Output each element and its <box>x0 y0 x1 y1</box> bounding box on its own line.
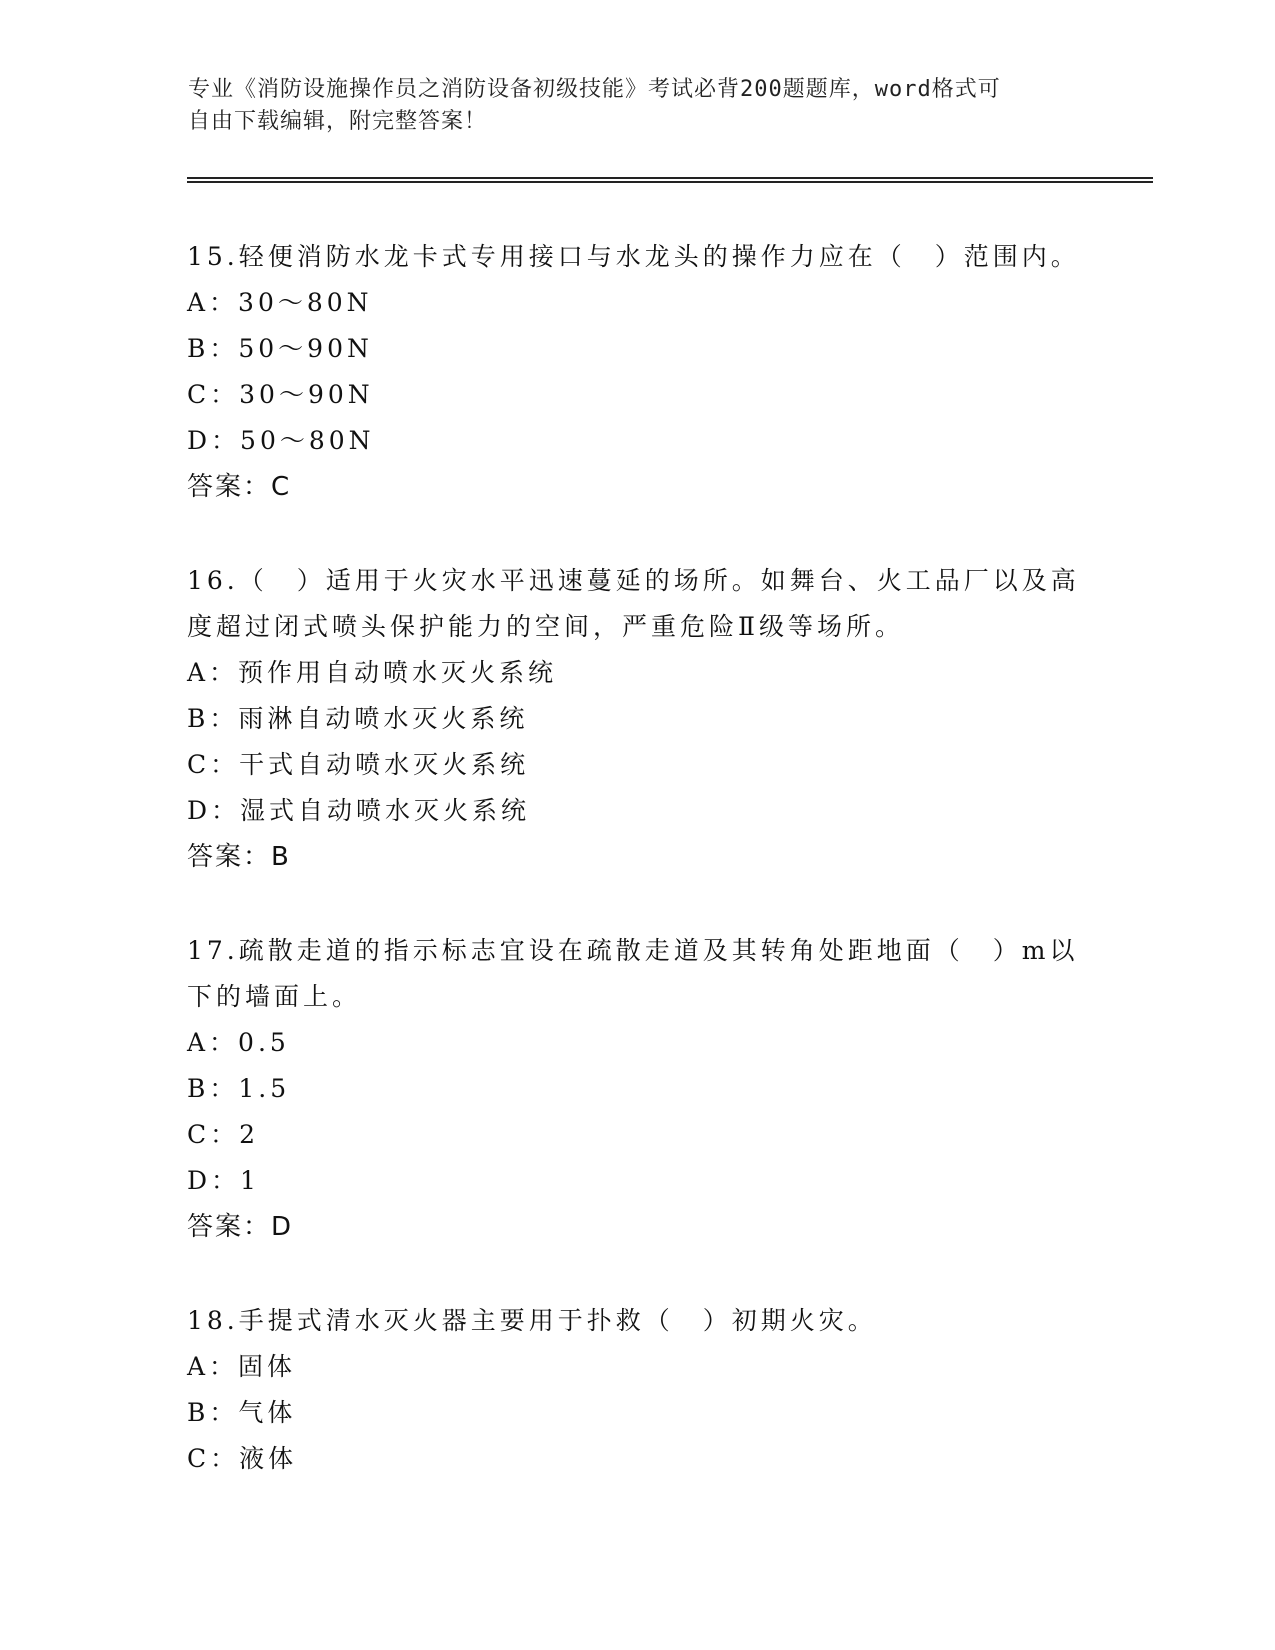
option-a: A：0.5 <box>187 1028 290 1057</box>
option-c: C：30～90N <box>187 380 374 409</box>
option-d: D：1 <box>187 1166 260 1195</box>
option-d: D：50～80N <box>187 426 375 455</box>
option-a: A：预作用自动喷水灭火系统 <box>187 658 558 687</box>
header-double-rule <box>187 177 1153 183</box>
header-line-2: 自由下载编辑，附完整答案！ <box>188 109 488 134</box>
option-c: C：2 <box>187 1120 260 1149</box>
option-c: C：干式自动喷水灭火系统 <box>187 750 530 779</box>
question-17 <box>187 928 1087 1250</box>
option-b: B：1.5 <box>187 1074 291 1103</box>
option-a: A：30～80N <box>187 288 373 317</box>
answer: 答案：B <box>187 842 291 872</box>
question-stem: 18.手提式清水灭火器主要用于扑救（ ）初期火灾。 <box>187 1306 877 1335</box>
question-stem: 15.轻便消防水龙卡式专用接口与水龙头的操作力应在（ ）范围内。 <box>187 242 1080 271</box>
option-c: C：液体 <box>187 1444 298 1473</box>
option-b: B：气体 <box>187 1398 297 1427</box>
answer: 答案：D <box>187 1212 294 1242</box>
question-16 <box>187 558 1087 880</box>
question-15 <box>187 234 1087 510</box>
answer: 答案：C <box>187 472 292 502</box>
document-header <box>188 74 1068 138</box>
question-stem: 17.疏散走道的指示标志宜设在疏散走道及其转角处距地面（ ）m以下的墙面上。 <box>187 936 1079 1011</box>
question-stem: 16.（ ）适用于火灾水平迅速蔓延的场所。如舞台、火工品厂以及高度超过闭式喷头保护能力的空间，严重危险Ⅱ级等场所。 <box>187 566 1080 641</box>
option-b: B：50～90N <box>187 334 373 363</box>
option-d: D：湿式自动喷水灭火系统 <box>187 796 531 825</box>
header-line-1: 专业《消防设施操作员之消防设备初级技能》考试必背200题题库，word格式可 <box>188 77 1001 102</box>
question-18 <box>187 1298 1087 1482</box>
option-b: B：雨淋自动喷水灭火系统 <box>187 704 529 733</box>
option-a: A：固体 <box>187 1352 297 1381</box>
question-list <box>187 234 1087 1530</box>
